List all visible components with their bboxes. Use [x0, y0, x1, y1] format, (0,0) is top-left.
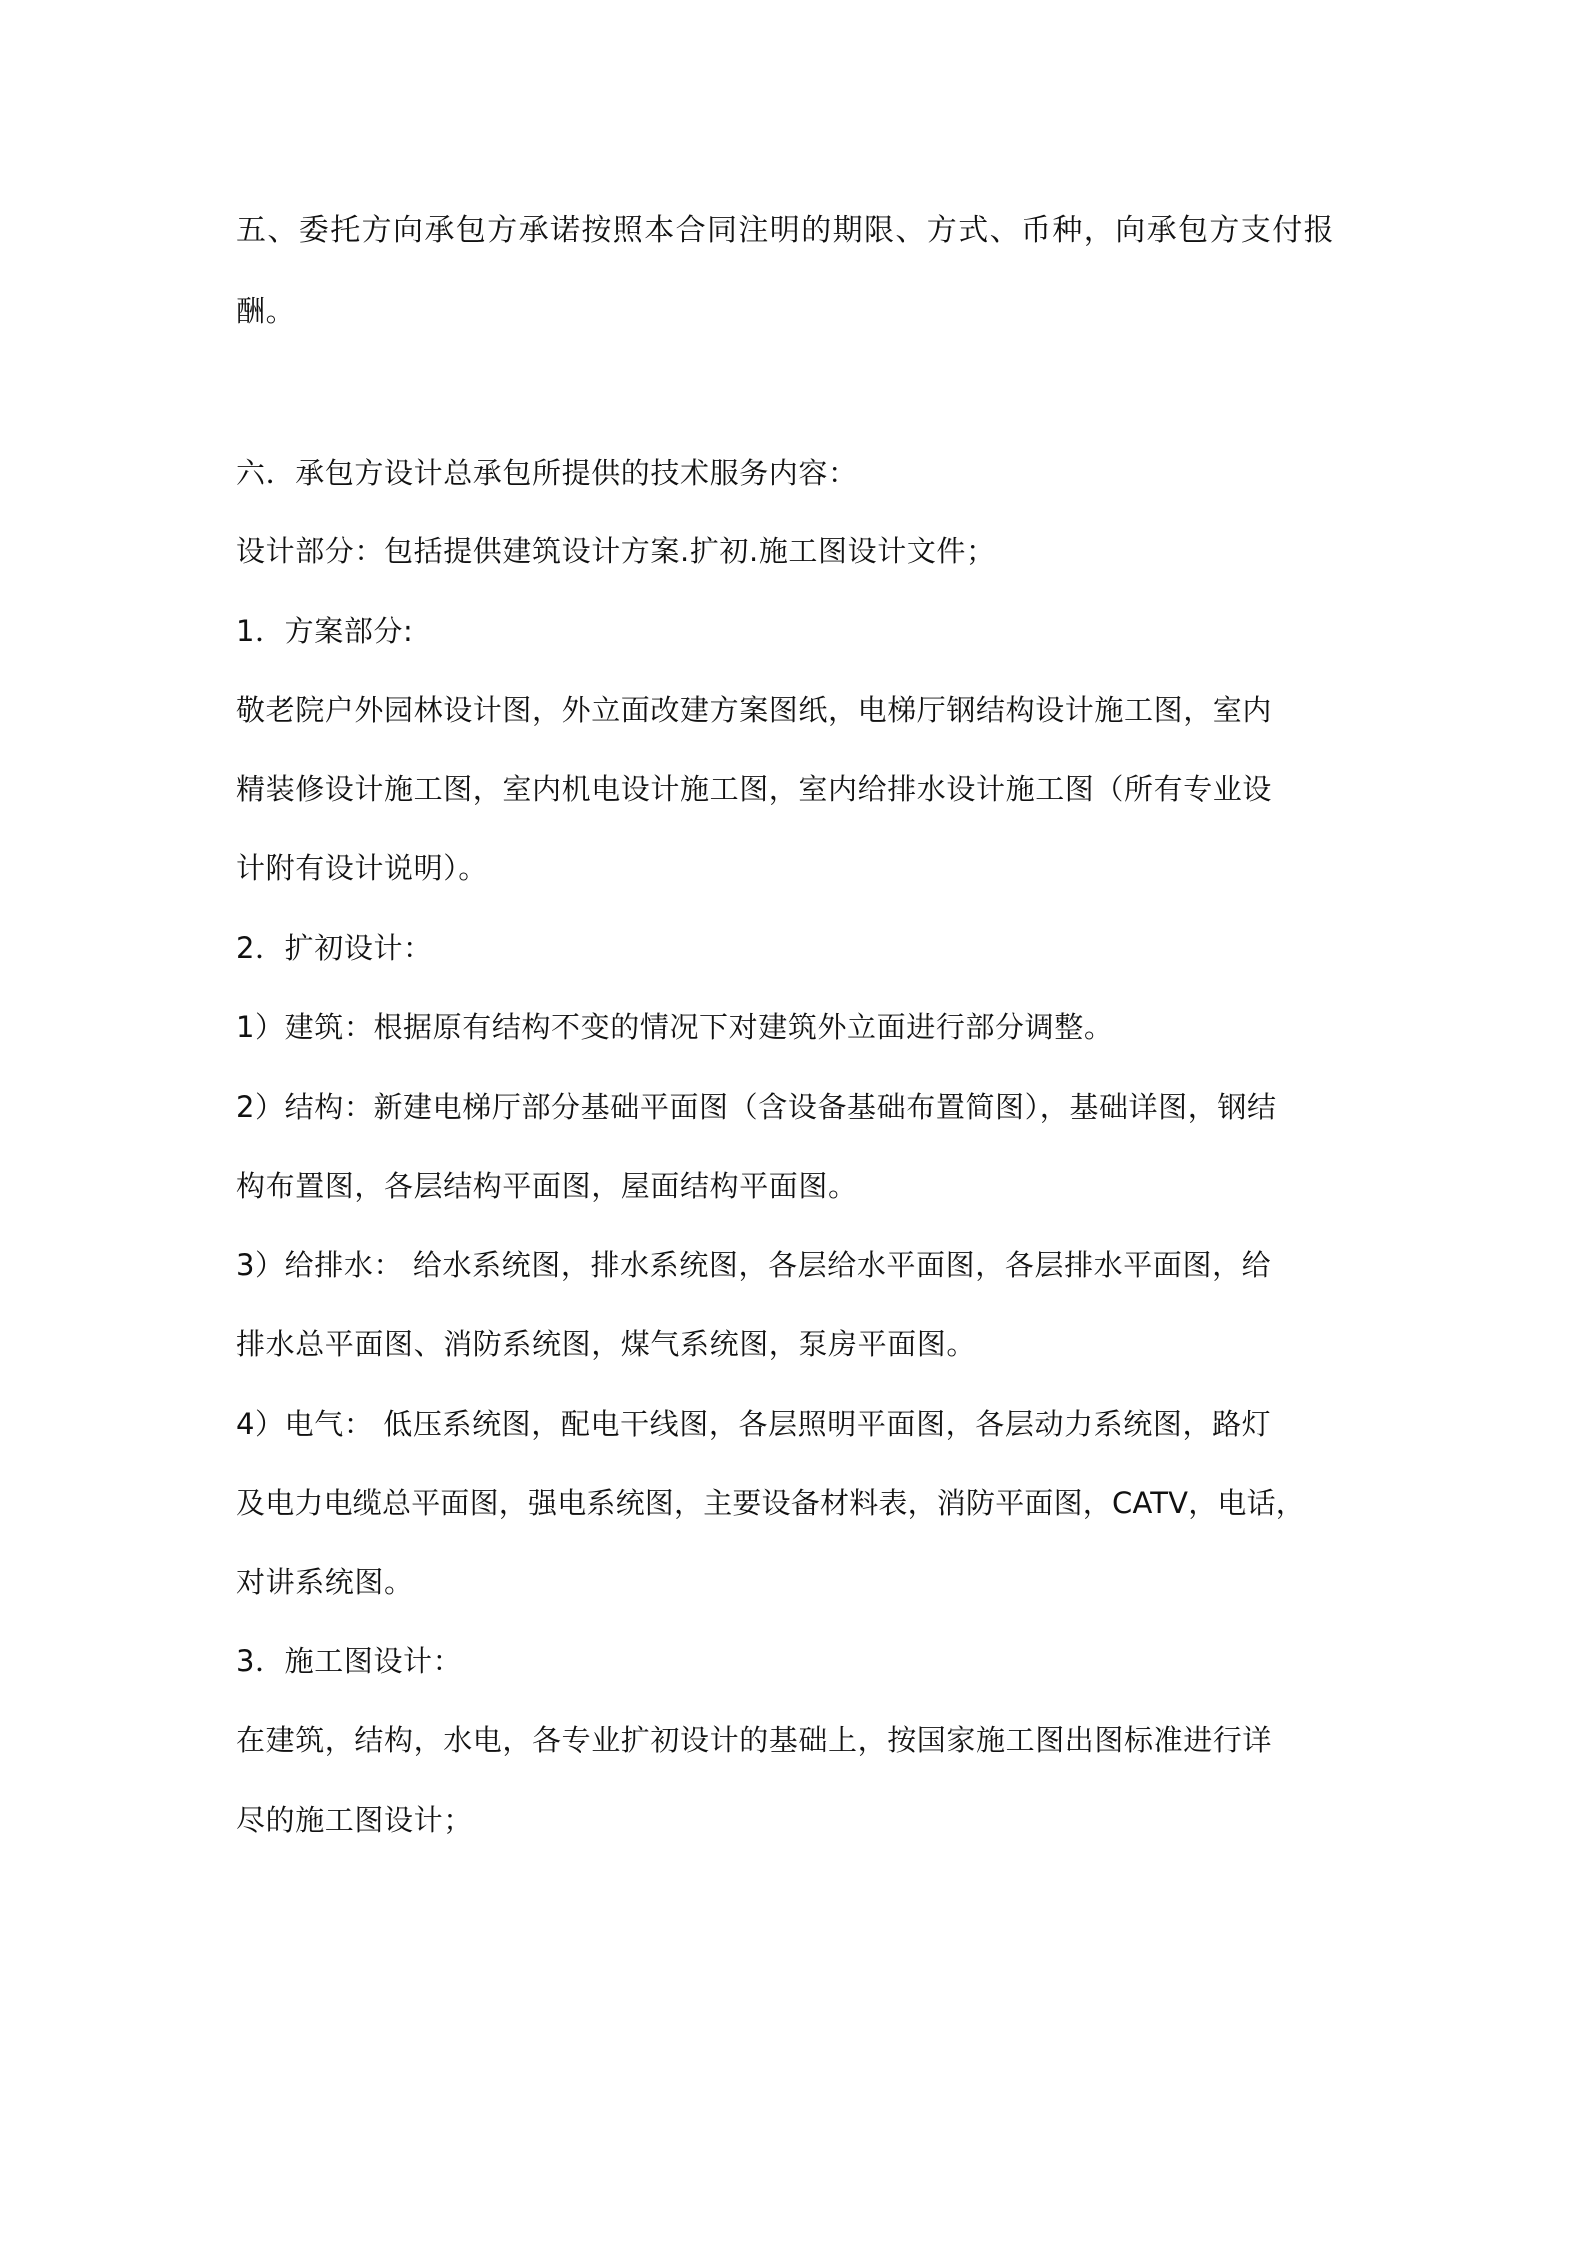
item3-line1: 在建筑，结构，水电，各专业扩初设计的基础上，按国家施工图出图标准进行详 — [236, 1723, 1273, 1757]
item2-electrical-line1: 4）电气： 低压系统图，配电干线图，各层照明平面图，各层动力系统图，路灯 — [236, 1407, 1272, 1441]
item2-structure-line1: 2）结构：新建电梯厅部分基础平面图（含设备基础布置简图），基础详图，钢结 — [236, 1090, 1277, 1124]
item2-electrical-line2: 及电力电缆总平面图，强电系统图，主要设备材料表，消防平面图，CATV，电话， — [236, 1486, 1305, 1520]
section5-line2: 酬。 — [236, 294, 296, 328]
item3-heading: 3．施工图设计： — [236, 1644, 463, 1678]
design-scope: 设计部分：包括提供建筑设计方案.扩初.施工图设计文件； — [236, 534, 996, 568]
item2-architecture: 1）建筑：根据原有结构不变的情况下对建筑外立面进行部分调整。 — [236, 1010, 1114, 1044]
item2-plumbing-line1: 3）给排水： 给水系统图，排水系统图，各层给水平面图，各层排水平面图，给 — [236, 1248, 1272, 1282]
section5-line1: 五、委托方向承包方承诺按照本合同注明的期限、方式、币种，向承包方支付报 — [236, 213, 1335, 248]
section6-heading: 六．承包方设计总承包所提供的技术服务内容： — [236, 456, 858, 490]
item3-line2: 尽的施工图设计； — [236, 1803, 473, 1837]
item2-plumbing-line2: 排水总平面图、消防系统图，煤气系统图，泵房平面图。 — [236, 1327, 977, 1361]
item2-electrical-line3: 对讲系统图。 — [236, 1565, 414, 1599]
item2-structure-line2: 构布置图，各层结构平面图，屋面结构平面图。 — [236, 1169, 858, 1203]
item1-heading: 1．方案部分: — [236, 614, 414, 648]
item1-line1: 敬老院户外园林设计图，外立面改建方案图纸，电梯厅钢结构设计施工图，室内 — [236, 693, 1273, 727]
item1-line3: 计附有设计说明）。 — [236, 851, 488, 885]
item2-heading: 2．扩初设计： — [236, 931, 433, 965]
item1-line2: 精装修设计施工图，室内机电设计施工图，室内给排水设计施工图（所有专业设 — [236, 772, 1273, 806]
